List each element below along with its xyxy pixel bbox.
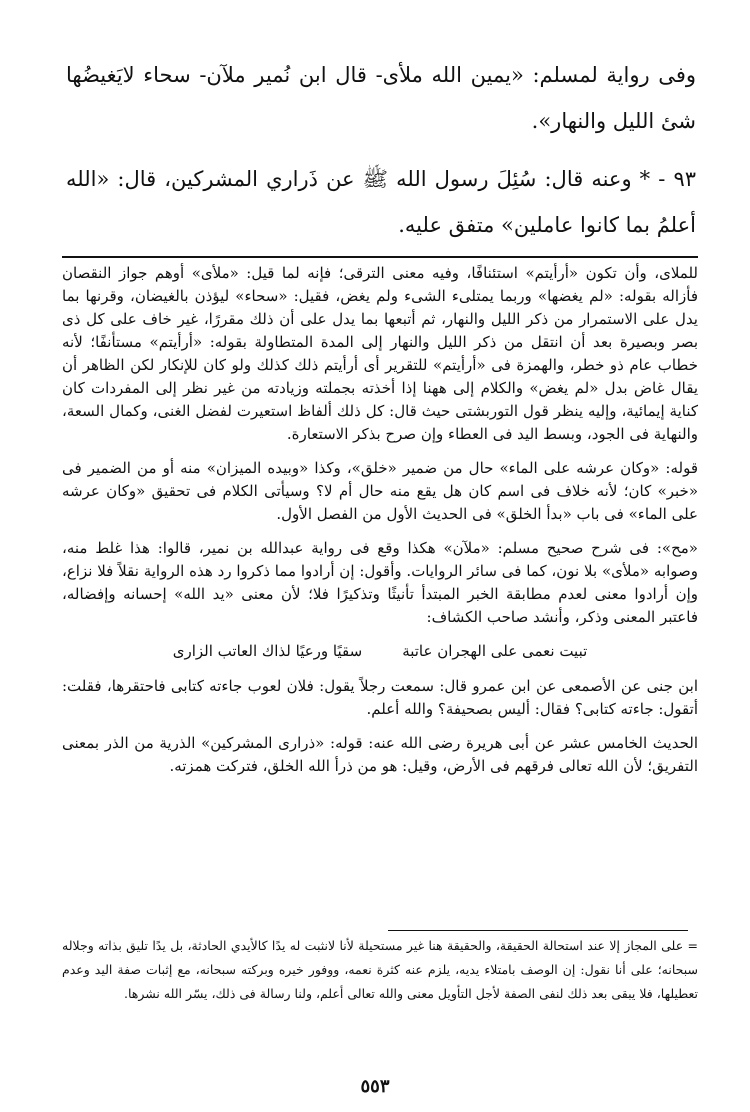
footnote-text: = على المجاز إلا عند استحالة الحقيقة، والحقيقة هنا غير مستحيلة لأنا لانثبت له يدًا كالأيدي الحادثة، بل يدًا تليق بذاته وجلاله سبحانه؛ على أنا نقول: إن الوصف بامتلاء يديه، يلزم عنه كثرة نعمه، ووفور خيره وبركته سبحانه، مع إثبات صفة اليد وعدم تعطيلها، فلا يبقى بعد ذلك لنفى الصفة لأجل التأويل معنى والله تعالى أعلم، ولنا رسالة فى ذلك، يسّر الله نشرها.	[62, 938, 698, 1001]
verse-first-hemistich: تبيت نعمى على الهجران عاتبة	[402, 642, 588, 660]
commentary-paragraph-4: ابن جنى عن الأصمعى عن ابن عمرو قال: سمعت رجلاً يقول: فلان لعوب جاءته كتابى فاحتقرها، فقلت: أتقول: جاءته كتابى؟ فقال: أليس بصحيفة؟ والله أعلم.	[62, 677, 698, 718]
page-number: ٥٥٣	[360, 1076, 390, 1097]
verse-second-hemistich: سقيًا ورعيًا لذاك العاتب الزارى	[172, 642, 363, 660]
commentary-paragraph-5: الحديث الخامس عشر عن أبى هريرة رضى الله عنه: قوله: «ذرارى المشركين» الذرية من الذر بمعنى التفريق؛ لأن الله تعالى فرقهم فى الأرض، وقيل: هو من ذرأ الله الخلق، فتركت همزته.	[62, 734, 698, 775]
hadith-paragraph-1: وفى رواية لمسلم: «يمين الله ملأى- قال ابن نُمير ملآن- سحاء لايَغيضُها شئ الليل والنهار».	[66, 63, 696, 133]
commentary-paragraph-3: «مح»: فى شرح صحيح مسلم: «ملآن» هكذا وقع فى رواية عبدالله بن نمير، قالوا: هذا غلط منه، وصوابه «ملأى» بلا نون، كما فى سائر الروايات. وأقول: إن أرادوا مما ذكروا رد هذه الرواية نقلاً فلا نزاع، وإن أرادوا معنى لعدم مطابقة الخبر المبتدأ تأنيثًا وتذكيرًا فلا؛ لأن معنى «يد الله» إحسانه وإفضاله، فاعتبر المعنى وذكر، وأنشد صاحب الكشاف:	[62, 539, 698, 626]
separator-rule	[62, 256, 698, 258]
hadith-text	[66, 52, 696, 260]
commentary-section	[62, 262, 698, 789]
footnote-rule	[388, 930, 688, 931]
commentary-paragraph-1: للملاى، وأن تكون «أرأيتم» استئنافًا، وفيه معنى الترقى؛ فإنه لما قيل: «ملأى» أوهم جواز النقصان فأزاله بقوله: «لم يغضها» وربما يمتلىء الشىء ولم يغض، فقيل: «سحاء» ليؤذن بالغيضان، وقرنها بما يدل على الاستمرار من ذكر الليل والنهار، ثم أتبعها بما يدل على أن ذلك مقررًا، غير خاف على كل ذى بصر وبصيرة بعد أن انتقل من ذكر الليل والنهار إلى المدة المتطاولة بقوله: «أرأيتم» مستأنفًا؛ لأنه خطاب عام ذو خطر، والهمزة فى «أرأيتم» للتقرير أى أرأيتم ذلك كذلك ولو كان للإنكار لكن الظاهر أن يقال غاض بدل «لم يغض» والكلام إلى ههنا إذا أخذته بجملته وزيادته من غير نظر إلى المفردات كان كناية إيمائية، وإليه ينظر قول التوربشتى حيث قال: كل ذلك ألفاظ استعيرت لفضل الغنى، وكمال السعة، والنهاية فى الجود، وبسط اليد فى العطاء وإن صرح بذكر الاستعارة.	[62, 264, 698, 443]
poetry-verse	[62, 640, 698, 663]
commentary-paragraph-2: قوله: «وكان عرشه على الماء» حال من ضمير «خلق»، وكذا «وبيده الميزان» منه أو من الضمير فى «خبر» كان؛ لأنه خلاف فى اسم كان هل يقع منه حال أم لا؟ وسيأتى الكلام فى تحقيق «وكان عرشه على الماء» فى باب «بدأ الخلق» فى الحديث الأول من الفصل الأول.	[62, 459, 698, 523]
footnote-section	[62, 934, 698, 1006]
hadith-93: ٩٣ - * وعنه قال: سُئِلَ رسول الله ﷺ عن ذَراري المشركين، قال: «الله أعلمُ بما كانوا عاملين» متفق عليه.	[66, 167, 696, 237]
